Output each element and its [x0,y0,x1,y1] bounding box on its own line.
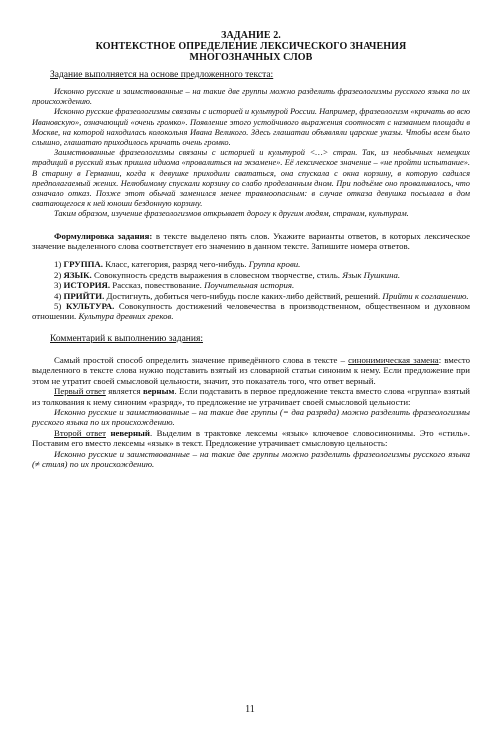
option-example: Группа крови. [248,259,301,270]
title-line-1: ЗАДАНИЕ 2. [221,30,281,41]
option-word: ПРИЙТИ. [63,290,105,301]
option-word: КУЛЬТУРА. [65,301,115,312]
page-number: 11 [245,704,255,715]
text-paragraph-2: Исконно русские фразеологизмы связаны с историей и культурой России. Например, фразеологизм «кричать во всю Ивановскую», означающий «очень громко». Появление этого устойчивого выражения соотносят с названием площади в Москве, на которой находилась колокольня Ивана Великого. Здесь глашатаи объявляли царские указы. Чтобы всем было слышно, глашатаю приходилось кричать очень громко. [32,107,470,148]
option-definition: Рассказ, повествование. [112,280,202,291]
option-definition: Совокупность средств выражения в словесном творчестве, стиль. [93,269,340,280]
text-paragraph-3: Заимствованные фразеологизмы связаны с историей и культурой <…> стран. Так, из необычных немецких традиций в русский язык пришла идиома «провалиться на экзамене». Её лексическое значение – «не пройти испытание». В старину в Германии, когда к девушке приходили свататься, она спускала с окна корзину, в которую садился предполагаемый жених. Нелюбимому спускали корзину со слабо проделанным дном. При подъёме оно проваливалось, что означало отказ. Позже этот обычай заменился менее травмоопасным: в случае отказа девушка посылала в дом сватающегося к ней юноши бездонную корзину. [32,148,470,209]
options-list [32,259,470,321]
comment-paragraph-3: Второй ответ неверный. Выделим в трактовке лексемы «язык» ключевое словосинонимы. Это «стиль». Поставим его вместо лексемы «язык» в текст. Предложение утрачивает смысловую цельность: [32,427,470,449]
option-example: Прийти к соглашению. [382,290,469,301]
task-text: в тексте выделено пять слов. Укажите варианты ответов, в которых лексическое значение выделенного слова соответствует его значению в данном тексте. Запишите номера ответов. [32,230,470,252]
text-paragraph-4: Таким образом, изучение фразеологизмов открывает дорогу к другим людям, странам, культурам. [54,209,409,219]
intro-label: Задание выполняется на основе предложенного текста: [50,70,274,80]
comment-body [32,355,470,469]
title-line-2: КОНТЕКСТНОЕ ОПРЕДЕЛЕНИЕ ЛЕКСИЧЕСКОГО ЗНАЧЕНИЯ [95,41,407,52]
comment-paragraph-2: Первый ответ является верным. Если подставить в первое предложение текста вместо слова «группа» взятый из толкования к нему синоним «разряд», то предложение не утрачивает своей смысловой цельности: [32,386,471,407]
option-example: Поучительная история. [204,280,295,291]
option-word: ЯЗЫК. [63,269,92,280]
option-5: 5) КУЛЬТУРА. Совокупность достижений человечества в производственном, общественном и духовном отношении. Культура древних греков. [32,301,471,322]
title-line-3: МНОГОЗНАЧНЫХ СЛОВ [189,52,313,63]
option-1: 1) ГРУППА. Класс, категория, разряд чего-нибудь. Группа крови. [54,259,301,270]
task-label: Формулировка задания: [54,230,153,241]
option-4: 4) ПРИЙТИ. Достигнуть, добиться чего-нибудь после каких-либо действий, решений. Прийти к соглашению. [54,290,469,301]
option-word: ГРУППА. [63,259,103,270]
page-title [32,30,470,63]
option-example: Язык Пушкина. [342,269,401,280]
comment-quote-2: Исконно русские и заимствованные – на такие две группы можно разделить фразеологизмы русского языка (≠ стиля) по их происхождению. [32,448,470,469]
option-definition: Достигнуть, добиться чего-нибудь после каких-либо действий, решений. [106,290,381,301]
option-example: Культура древних греков. [78,311,174,322]
option-definition: Совокупность достижений человечества в производственном, общественном и духовном отношении. [32,301,471,322]
comment-paragraph-1: Самый простой способ определить значение приведённого слова в тексте – синонимическая замена: вместо выделенного в тексте слова нужно подставить взятый из словарной статьи синоним к нему. Если предложение при этом не утратит своей смысловой цельности, значит, это показатель того, что ответ верный. [32,354,471,386]
comment-label: Комментарий к выполнению задания: [50,333,203,344]
option-word: ИСТОРИЯ. [63,280,111,291]
option-3: 3) ИСТОРИЯ. Рассказ, повествование. Поучительная история. [54,280,295,291]
option-2: 2) ЯЗЫК. Совокупность средств выражения в словесном творчестве, стиль. Язык Пушкина. [54,269,401,280]
source-text [32,87,470,220]
option-definition: Класс, категория, разряд чего-нибудь. [105,259,247,270]
comment-quote-1: Исконно русские и заимствованные – на такие две группы (= два разряда) можно разделить фразеологизмы русского языка по их происхождению. [32,406,470,428]
task-statement [32,231,470,252]
text-paragraph-1: Исконно русские и заимствованные – на такие две группы можно разделить фразеологизмы русского языка по их происхождению. [32,87,470,107]
